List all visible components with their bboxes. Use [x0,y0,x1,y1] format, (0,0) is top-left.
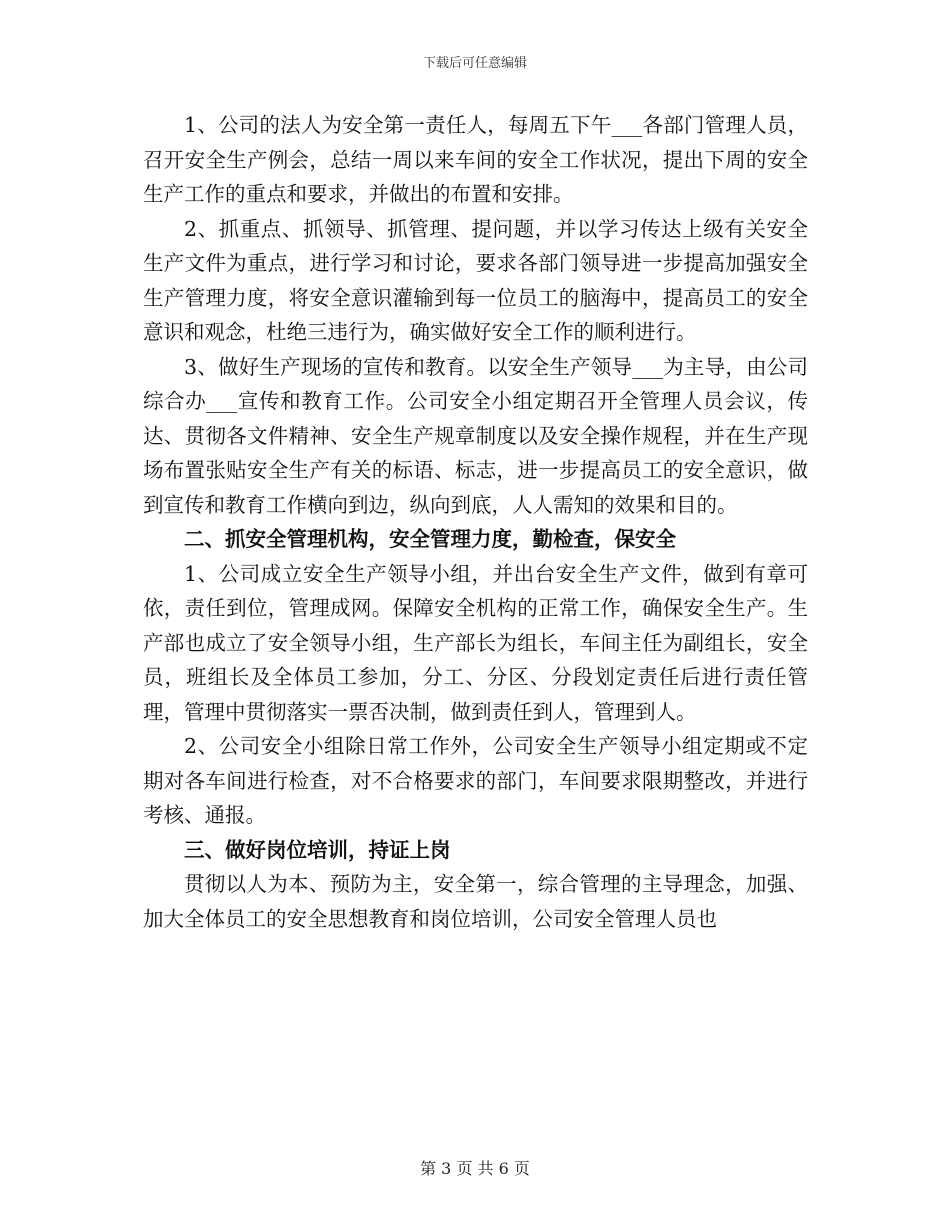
page-header: 下载后可任意编辑 [422,56,527,71]
page-footer: 第 3 页 共 6 页 [420,1159,530,1178]
section-heading-3: 三、做好岗位培训，持证上岗 [184,837,451,862]
paragraph-1-1: 1、公司的法人为安全第一责任人，每周五下午___各部门管理人员，召开安全生产例会，总结一周以来车间的安全工作状况，提出下周的安全生产工作的重点和要求，并做出的布置和安排。 [143,113,808,206]
paragraph-1-2: 2、抓重点、抓领导、抓管理、提问题，并以学习传达上级有关安全生产文件为重点，进行学习和讨论，要求各部门领导进一步提高加强安全生产管理力度，将安全意识灌输到每一位员工的脑海中，提高员工的安全意识和观念，杜绝三违行为，确实做好安全工作的顺利进行。 [143,216,808,344]
paragraph-3-1: 贯彻以人为本、预防为主，安全第一，综合管理的主导理念，加强、加大全体员工的安全思想教育和岗位培训，公司安全管理人员也 [143,872,808,931]
document-body [143,108,808,936]
paragraph-2-1: 1、公司成立安全生产领导小组，并出台安全生产文件，做到有章可依，责任到位，管理成网。保障安全机构的正常工作，确保安全生产。生产部也成立了安全领导小组，生产部长为组长，车间主任为副组长，安全员，班组长及全体员工参加，分工、分区、分段划定责任后进行责任管理，管理中贯彻落实一票否决制，做到责任到人，管理到人。 [143,561,808,724]
section-heading-2: 二、抓安全管理机构，安全管理力度，勤检查，保安全 [184,527,676,551]
paragraph-1-3: 3、做好生产现场的宣传和教育。以安全生产领导___为主导，由公司综合办___宣传和教育工作。公司安全小组定期召开全管理人员会议，传达、贯彻各文件精神、安全生产规章制度以及安全操作规程，并在生产现场布置张贴安全生产有关的标语、标志，进一步提高员工的安全意识，做到宣传和教育工作横向到边，纵向到底，人人需知的效果和目的。 [143,354,808,517]
paragraph-2-2: 2、公司安全小组除日常工作外，公司安全生产领导小组定期或不定期对各车间进行检查，对不合格要求的部门，车间要求限期整改，并进行考核、通报。 [143,734,808,827]
